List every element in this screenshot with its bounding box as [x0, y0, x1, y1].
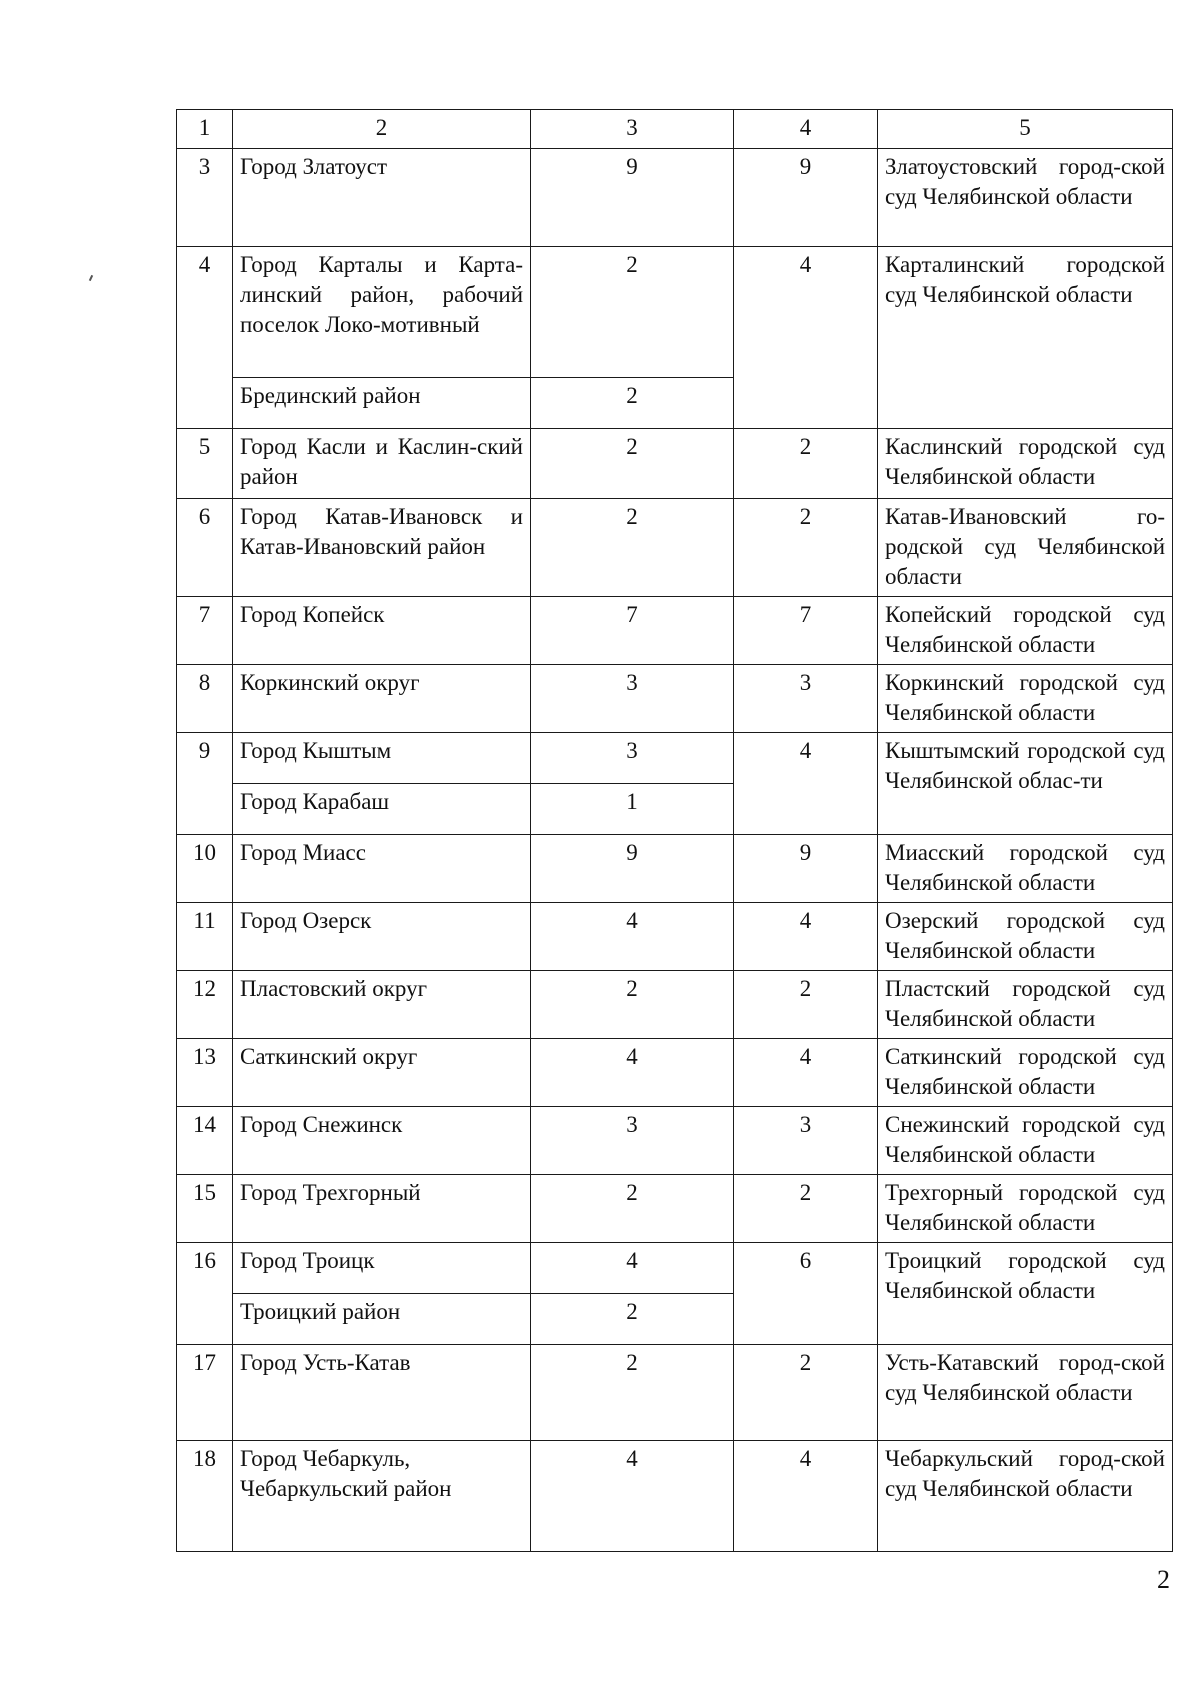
judges-total: 2 — [734, 499, 878, 597]
row-number: 3 — [177, 149, 233, 247]
judges-total: 2 — [734, 971, 878, 1039]
judges-total: 2 — [734, 429, 878, 499]
territory-count: 4 — [531, 1039, 734, 1107]
territory-name: Город Карабаш — [233, 784, 531, 835]
territory-count: 2 — [531, 1294, 734, 1345]
row-number: 15 — [177, 1175, 233, 1243]
court-name: Чебаркульский город-ской суд Челябинской области — [878, 1441, 1173, 1552]
header-col-3: 3 — [531, 110, 734, 149]
row-number: 14 — [177, 1107, 233, 1175]
row-number: 17 — [177, 1345, 233, 1441]
court-name: Миасский городской суд Челябинской области — [878, 835, 1173, 903]
row-number: 9 — [177, 733, 233, 835]
court-name: Кыштымский городской суд Челябинской облас-ти — [878, 733, 1173, 835]
territory-count: 1 — [531, 784, 734, 835]
scan-speck — [89, 275, 93, 281]
territory-count: 9 — [531, 149, 734, 247]
judges-total: 4 — [734, 1441, 878, 1552]
table-row — [177, 903, 1173, 971]
row-number: 18 — [177, 1441, 233, 1552]
territory-name: Город Троицк — [233, 1243, 531, 1294]
court-name: Копейский городской суд Челябинской области — [878, 597, 1173, 665]
row-number: 13 — [177, 1039, 233, 1107]
header-col-2: 2 — [233, 110, 531, 149]
court-name: Пластский городской суд Челябинской области — [878, 971, 1173, 1039]
territory-name: Город Снежинск — [233, 1107, 531, 1175]
territory-name: Город Трехгорный — [233, 1175, 531, 1243]
judges-total: 6 — [734, 1243, 878, 1345]
territory-count: 2 — [531, 1345, 734, 1441]
judges-total: 4 — [734, 903, 878, 971]
row-number: 4 — [177, 247, 233, 429]
table-row — [177, 1345, 1173, 1441]
territory-name: Город Златоуст — [233, 149, 531, 247]
territory-count: 9 — [531, 835, 734, 903]
court-name: Каслинский городской суд Челябинской области — [878, 429, 1173, 499]
judges-total: 3 — [734, 1107, 878, 1175]
header-col-5: 5 — [878, 110, 1173, 149]
page-number: 2 — [1157, 1565, 1170, 1594]
header-row — [177, 110, 1173, 149]
territory-name: Город Усть-Катав — [233, 1345, 531, 1441]
row-number: 8 — [177, 665, 233, 733]
territory-count: 2 — [531, 247, 734, 378]
judges-total: 4 — [734, 1039, 878, 1107]
territory-name: Брединский район — [233, 378, 531, 429]
court-name: Озерский городской суд Челябинской области — [878, 903, 1173, 971]
row-number: 10 — [177, 835, 233, 903]
territory-count: 2 — [531, 429, 734, 499]
judges-total: 9 — [734, 149, 878, 247]
row-number: 5 — [177, 429, 233, 499]
territory-name: Город Чебаркуль, Чебаркульский район — [233, 1441, 531, 1552]
territory-count: 3 — [531, 733, 734, 784]
table-row — [177, 835, 1173, 903]
territory-name: Пластовский округ — [233, 971, 531, 1039]
judges-total: 4 — [734, 247, 878, 429]
territory-name: Город Озерск — [233, 903, 531, 971]
header-col-1: 1 — [177, 110, 233, 149]
table-row — [177, 597, 1173, 665]
row-number: 12 — [177, 971, 233, 1039]
territory-count: 2 — [531, 378, 734, 429]
territory-name: Город Карталы и Карта-линский район, рабочий поселок Локо-мотивный — [233, 247, 531, 378]
court-name: Саткинский городской суд Челябинской области — [878, 1039, 1173, 1107]
territory-count: 4 — [531, 1243, 734, 1294]
territory-count: 4 — [531, 1441, 734, 1552]
table-row — [177, 1243, 1173, 1294]
territory-count: 3 — [531, 665, 734, 733]
table-row — [177, 1441, 1173, 1552]
territory-count: 2 — [531, 1175, 734, 1243]
territory-name: Коркинский округ — [233, 665, 531, 733]
territory-count: 2 — [531, 971, 734, 1039]
court-name: Трехгорный городской суд Челябинской области — [878, 1175, 1173, 1243]
row-number: 11 — [177, 903, 233, 971]
row-number: 7 — [177, 597, 233, 665]
judges-total: 7 — [734, 597, 878, 665]
judges-total: 4 — [734, 733, 878, 835]
table-row — [177, 429, 1173, 499]
judges-total: 3 — [734, 665, 878, 733]
table-row — [177, 971, 1173, 1039]
territory-name: Город Миасс — [233, 835, 531, 903]
territory-count: 2 — [531, 499, 734, 597]
table-row — [177, 1039, 1173, 1107]
table-row — [177, 1107, 1173, 1175]
territory-name: Город Копейск — [233, 597, 531, 665]
table-row — [177, 499, 1173, 597]
court-name: Коркинский городской суд Челябинской области — [878, 665, 1173, 733]
court-name: Усть-Катавский город-ской суд Челябинской области — [878, 1345, 1173, 1441]
judges-total: 9 — [734, 835, 878, 903]
table-row — [177, 149, 1173, 247]
header-col-4: 4 — [734, 110, 878, 149]
court-name: Троицкий городской суд Челябинской области — [878, 1243, 1173, 1345]
territory-name: Город Кыштым — [233, 733, 531, 784]
table-row — [177, 1175, 1173, 1243]
territory-count: 4 — [531, 903, 734, 971]
court-name: Карталинский городской суд Челябинской области — [878, 247, 1173, 429]
table-row — [177, 733, 1173, 784]
territory-count: 3 — [531, 1107, 734, 1175]
territory-count: 7 — [531, 597, 734, 665]
territory-name: Город Касли и Каслин-ский район — [233, 429, 531, 499]
row-number: 16 — [177, 1243, 233, 1345]
courts-table — [176, 109, 1173, 1552]
court-name: Катав-Ивановский го-родской суд Челябинской области — [878, 499, 1173, 597]
row-number: 6 — [177, 499, 233, 597]
court-name: Златоустовский город-ской суд Челябинской области — [878, 149, 1173, 247]
table-row — [177, 247, 1173, 378]
judges-total: 2 — [734, 1175, 878, 1243]
table-row — [177, 665, 1173, 733]
territory-name: Город Катав-Ивановск и Катав-Ивановский район — [233, 499, 531, 597]
court-name: Снежинский городской суд Челябинской области — [878, 1107, 1173, 1175]
territory-name: Саткинский округ — [233, 1039, 531, 1107]
judges-total: 2 — [734, 1345, 878, 1441]
territory-name: Троицкий район — [233, 1294, 531, 1345]
